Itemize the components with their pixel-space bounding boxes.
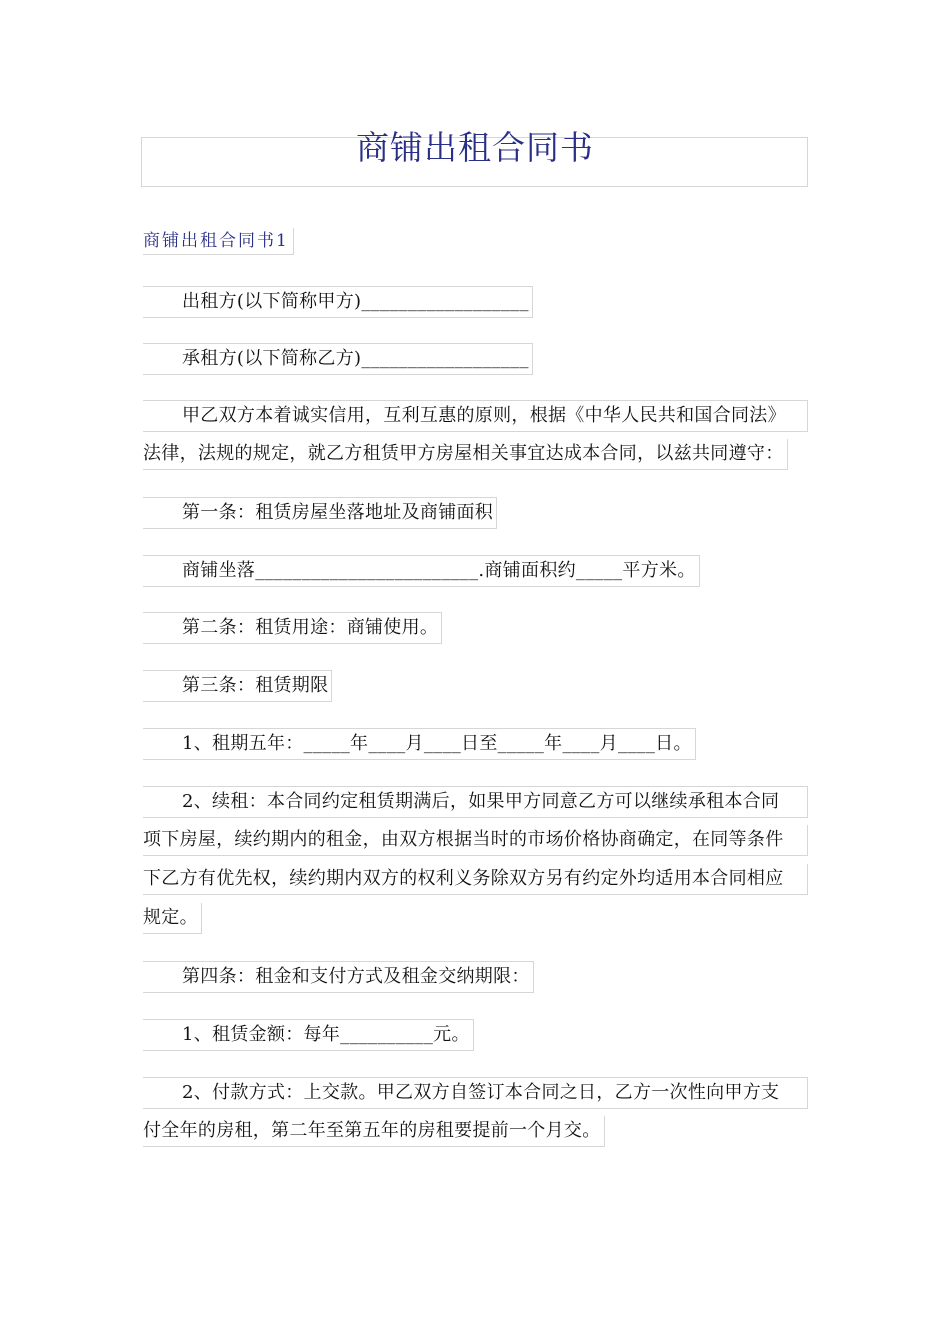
document-title: 商铺出租合同书 xyxy=(356,128,594,167)
paragraph xyxy=(143,400,808,478)
paragraph-line xyxy=(143,786,808,825)
paragraph-text: 第二条：租赁用途：商铺使用。 xyxy=(143,612,442,644)
paragraph xyxy=(143,786,808,942)
paragraph-text: 法律，法规的规定，就乙方租赁甲方房屋相关事宜达成本合同，以兹共同遵守： xyxy=(143,439,788,470)
paragraph-line xyxy=(143,400,808,439)
paragraph-line xyxy=(143,728,808,767)
paragraph-line xyxy=(143,1019,808,1058)
paragraph-text: 规定。 xyxy=(143,903,202,934)
paragraph-line xyxy=(143,343,808,382)
paragraph-line xyxy=(143,1116,808,1155)
paragraph-text: 甲乙双方本着诚实信用，互利互惠的原则，根据《中华人民共和国合同法》 xyxy=(143,400,808,432)
paragraph-text: 2、付款方式：上交款。甲乙双方自签订本合同之日，乙方一次性向甲方支 xyxy=(143,1077,808,1109)
paragraph-line xyxy=(143,612,808,651)
paragraph-text: 承租方(以下简称乙方)__________________ xyxy=(143,343,533,375)
paragraph-text: 第一条：租赁房屋坐落地址及商铺面积 xyxy=(143,497,497,529)
paragraph xyxy=(143,286,808,325)
paragraph-text: 第三条：租赁期限 xyxy=(143,670,332,702)
paragraph-line xyxy=(143,825,808,864)
paragraph-text: 出租方(以下简称甲方)__________________ xyxy=(143,286,533,318)
paragraph xyxy=(143,1019,808,1058)
paragraph-line xyxy=(143,670,808,709)
paragraph xyxy=(143,1077,808,1155)
paragraph-text: 2、续租：本合同约定租赁期满后，如果甲方同意乙方可以继续承租本合同 xyxy=(143,786,808,818)
paragraph-line xyxy=(143,961,808,1000)
paragraph-text: 商铺坐落________________________.商铺面积约_____平方米。 xyxy=(143,555,700,587)
paragraph-text: 付全年的房租，第二年至第五年的房租要提前一个月交。 xyxy=(143,1116,605,1147)
paragraph xyxy=(143,343,808,382)
paragraph-line xyxy=(143,286,808,325)
paragraph xyxy=(143,497,808,536)
paragraph-line xyxy=(143,497,808,536)
paragraph xyxy=(143,670,808,709)
paragraph xyxy=(143,555,808,594)
paragraph xyxy=(143,961,808,1000)
paragraph xyxy=(143,728,808,767)
paragraph-line xyxy=(143,1077,808,1116)
paragraph-text: 1、租期五年：_____年____月____日至_____年____月____日。 xyxy=(143,728,696,760)
paragraph-line xyxy=(143,555,808,594)
paragraph-line xyxy=(143,864,808,903)
paragraph-line xyxy=(143,903,808,942)
paragraph-text: 项下房屋，续约期内的租金，由双方根据当时的市场价格协商确定，在同等条件 xyxy=(143,825,808,856)
paragraph-text: 第四条：租金和支付方式及租金交纳期限： xyxy=(143,961,534,993)
paragraph-text: 1、租赁金额：每年__________元。 xyxy=(143,1019,474,1051)
paragraph xyxy=(143,612,808,651)
paragraph-text: 下乙方有优先权，续约期内双方的权利义务除双方另有约定外均适用本合同相应 xyxy=(143,864,808,895)
document-subtitle: 商铺出租合同书1 xyxy=(143,228,294,255)
paragraph-line xyxy=(143,439,808,478)
